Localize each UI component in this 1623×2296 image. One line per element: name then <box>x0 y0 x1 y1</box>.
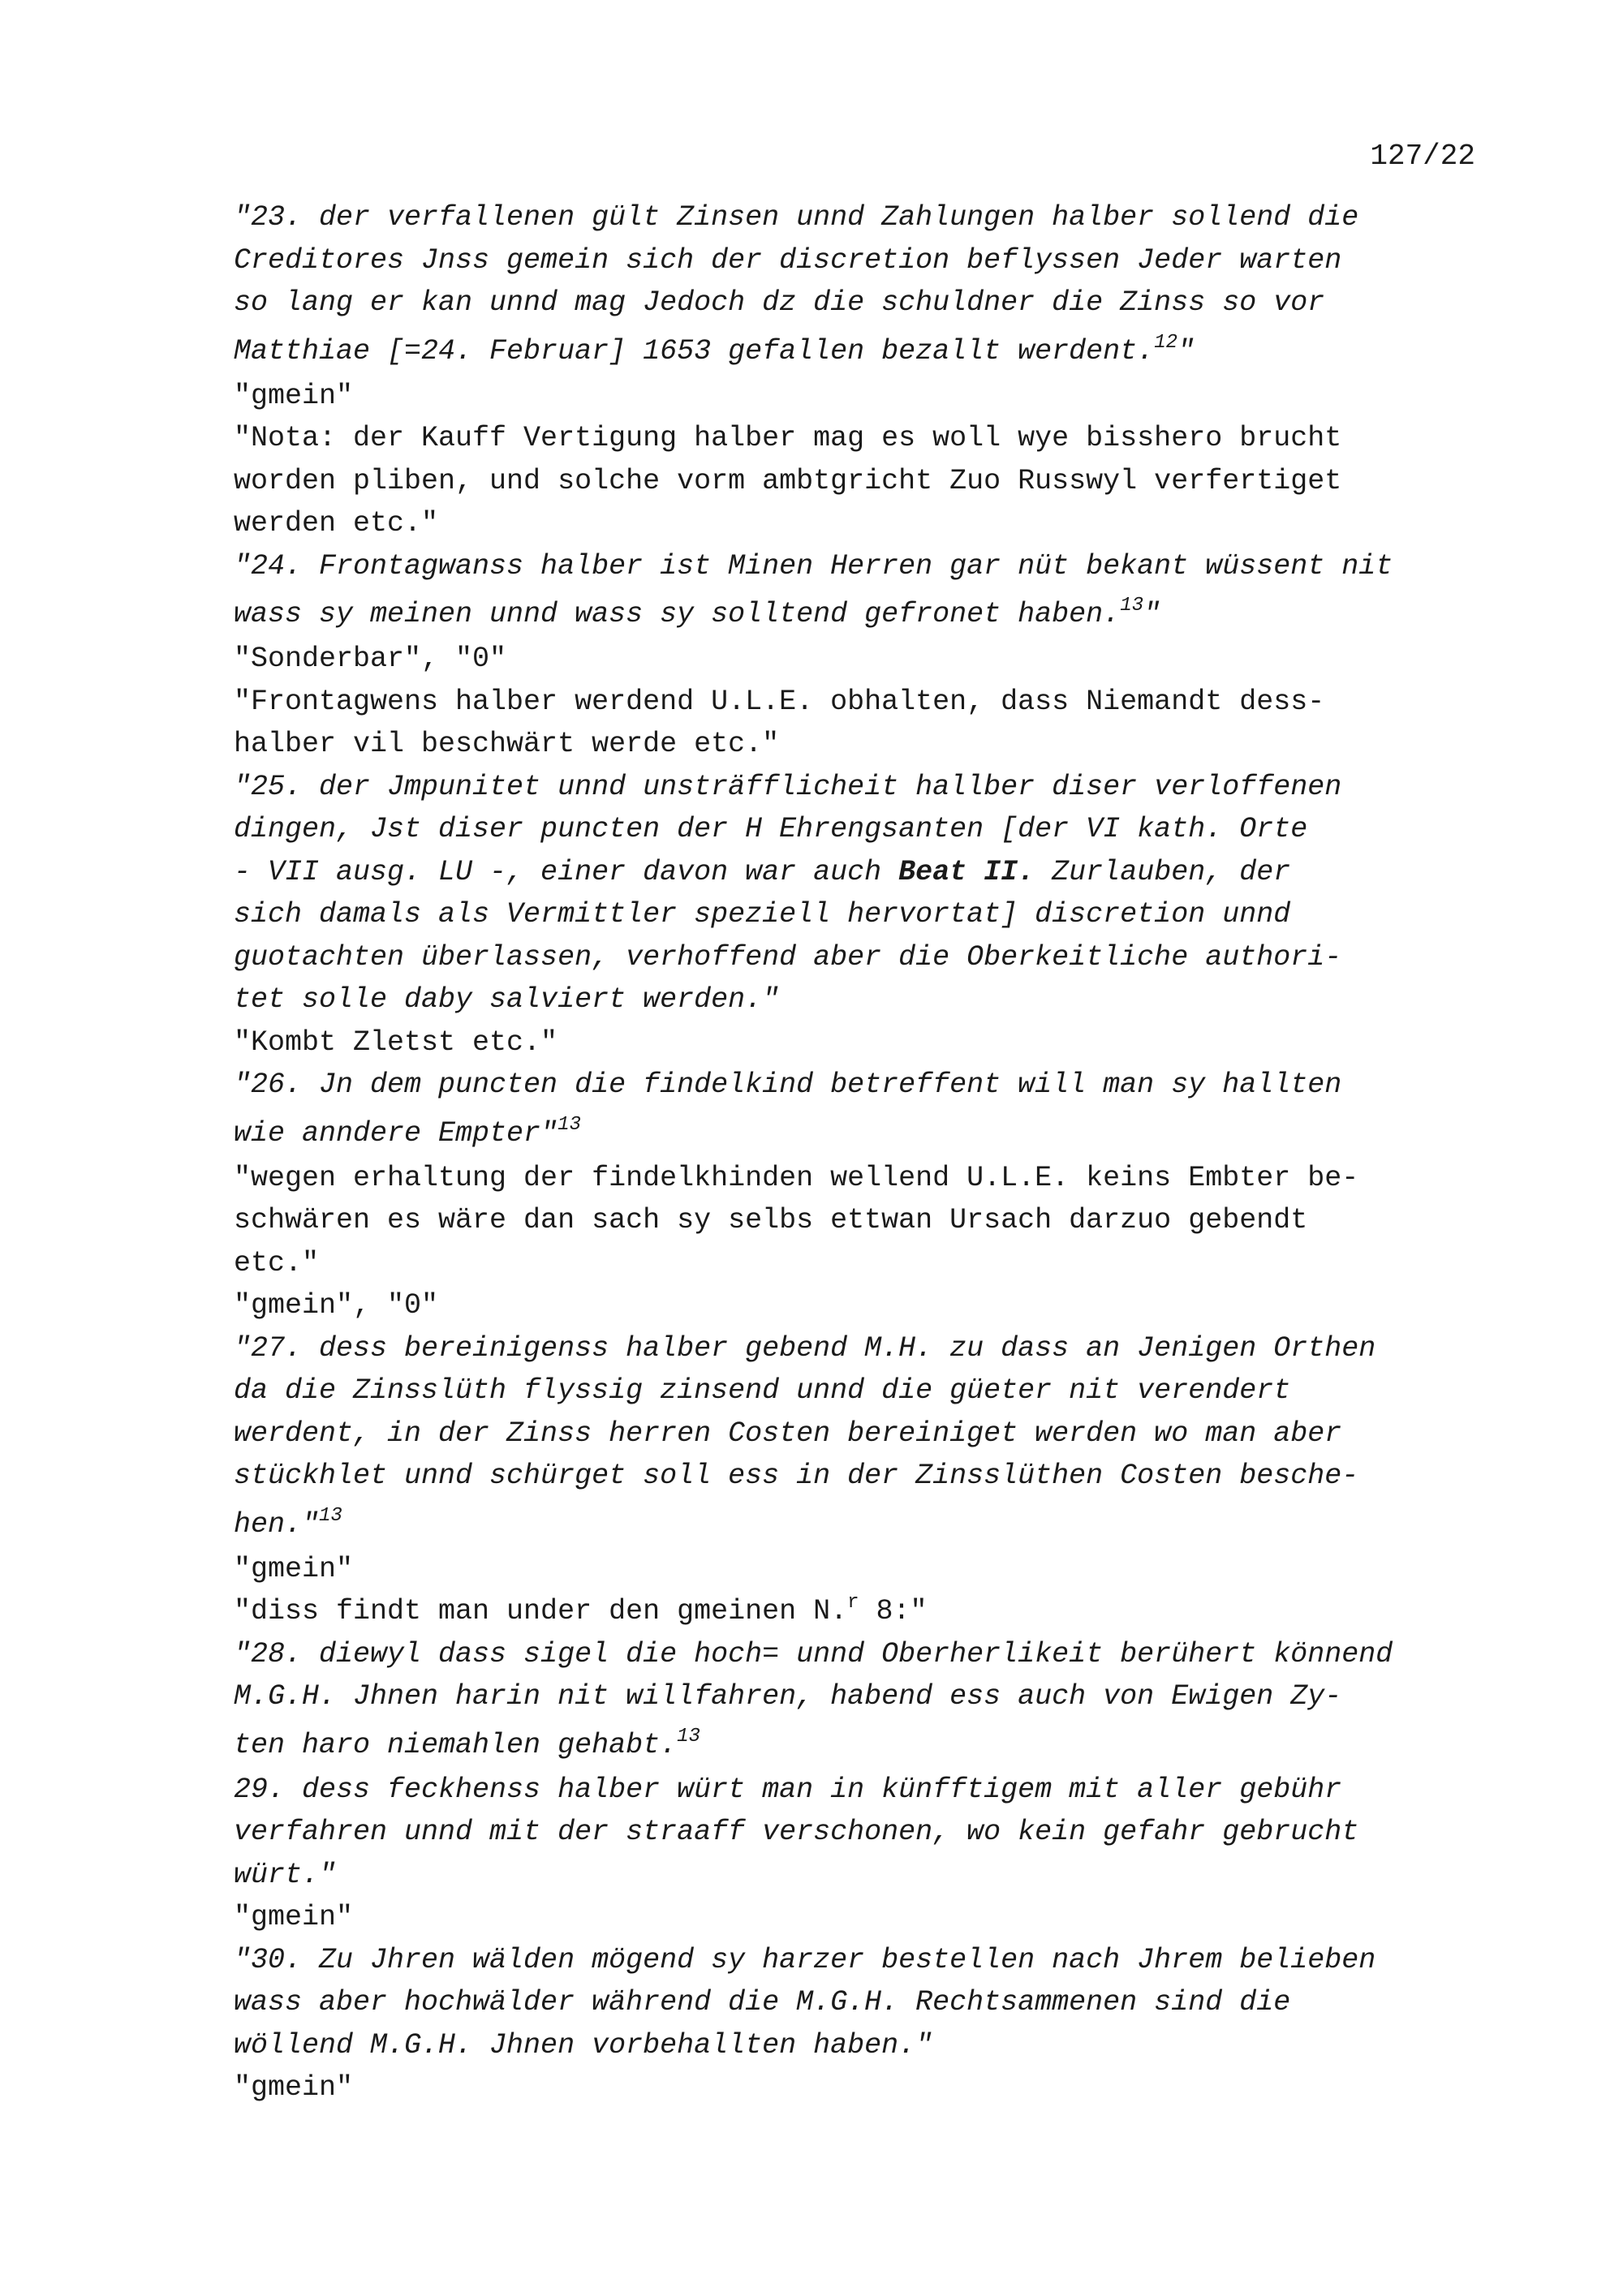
article-30 <box>234 1939 1500 2067</box>
article-25-line: tet solle daby salviert werden." <box>234 983 780 1016</box>
article-27-line: da die Zinsslüth flyssig zinsend unnd die güeter nit verendert <box>234 1374 1291 1407</box>
person-name-bold: Beat II. <box>898 855 1035 888</box>
note-line: etc." <box>234 1246 320 1279</box>
response-line: "gmein" <box>234 1552 354 1585</box>
article-25-line: "25. der Jmpunitet unnd unsträfflicheit hallber diser verloffenen <box>234 770 1342 803</box>
article-25-line: - VII ausg. LU -, einer davon war auch Beat II. Zurlauben, der <box>234 855 1291 888</box>
response-line: "Kombt Zletst etc." <box>234 1025 558 1059</box>
article-27 <box>234 1327 1500 1548</box>
note-26 <box>234 1157 1500 1285</box>
note-line: "diss findt man under den gmeinen N.$^r$ 8:" <box>234 1592 928 1627</box>
article-27-line: werdent, in der Zinss herren Costen bereiniget werden wo man aber <box>234 1417 1342 1450</box>
response-26 <box>234 1284 1500 1327</box>
response-30 <box>234 2066 1500 2109</box>
document-body <box>234 196 1500 2109</box>
article-23 <box>234 196 1500 375</box>
note-line: schwären es wäre dan sach sy selbs ettwan Ursach darzuo gebendt <box>234 1204 1308 1236</box>
response-line: "gmein" <box>234 379 354 412</box>
article-30-line: "30. Zu Jhren wälden mögend sy harzer bestellen nach Jhrem belieben <box>234 1943 1376 1976</box>
article-29 <box>234 1769 1500 1897</box>
note-line: "Nota: der Kauff Vertigung halber mag es woll wye bisshero brucht <box>234 422 1342 454</box>
article-28-line: "28. diewyl dass sigel die hoch= unnd Oberherlikeit berühert könnend <box>234 1637 1393 1670</box>
article-29-line: verfahren unnd mit der straaff verschonen, wo kein gefahr gebrucht <box>234 1816 1359 1848</box>
article-24-line: "24. Frontagwanss halber ist Minen Herren gar nüt bekant wüssent nit <box>234 549 1393 583</box>
response-line: "gmein" <box>234 1901 354 1933</box>
article-26-line: wie anndere Empter"$^{13}$ <box>234 1113 581 1150</box>
note-24 <box>234 681 1500 766</box>
article-25-line: sich damals als Vermittler speziell hervortat] discretion unnd <box>234 898 1291 931</box>
note-line: "Frontagwens halber werdend U.L.E. obhalten, dass Niemandt dess- <box>234 685 1325 718</box>
note-line: werden etc." <box>234 507 439 540</box>
article-25 <box>234 766 1500 1021</box>
article-27-line: hen."$^{13}$ <box>234 1504 342 1541</box>
article-28-line: ten haro niemahlen gehabt.$^{13}$ <box>234 1725 700 1761</box>
article-26-line: "26. Jn dem puncten die findelkind betreffent will man sy hallten <box>234 1068 1342 1101</box>
article-23-line: Matthiae [=24. Februar] 1653 gefallen bezallt werdent.$^{12}$" <box>234 331 1195 368</box>
footnote-ref: 13 <box>319 1504 342 1527</box>
footnote-ref: 13 <box>677 1725 700 1748</box>
article-27-line: stückhlet unnd schürget soll ess in der Zinsslüthen Costen besche- <box>234 1460 1359 1492</box>
article-29-line: würt." <box>234 1858 337 1891</box>
article-30-line: wöllend M.G.H. Jhnen vorbehallten haben." <box>234 2028 933 2062</box>
article-25-line: guotachten überlassen, verhoffend aber die Oberkeitliche authori- <box>234 940 1342 974</box>
note-line: worden pliben, und solche vorm ambtgricht Zuo Russwyl verfertiget <box>234 464 1342 497</box>
response-29 <box>234 1896 1500 1939</box>
article-23-line: so lang er kan unnd mag Jedoch dz die schuldner die Zinss so vor <box>234 286 1325 319</box>
response-line: "gmein" <box>234 2071 354 2104</box>
article-26 <box>234 1064 1500 1157</box>
footnote-ref: 13 <box>558 1113 581 1136</box>
response-25 <box>234 1021 1500 1064</box>
response-line: "Sonderbar", "0" <box>234 643 507 675</box>
article-29-line: 29. dess feckhenss halber würt man in künfftigem mit aller gebühr <box>234 1773 1342 1806</box>
note-line: halber vil beschwärt werde etc." <box>234 728 780 760</box>
footnote-ref: 13 <box>1120 595 1143 617</box>
page-number: 127/22 <box>1370 140 1475 173</box>
article-28 <box>234 1633 1500 1769</box>
note-27 <box>234 1590 1500 1633</box>
superscript-r: r <box>847 1592 859 1614</box>
footnote-ref: 12 <box>1154 331 1177 354</box>
article-25-line: dingen, Jst diser puncten der H Ehrengsanten [der VI kath. Orte <box>234 813 1308 845</box>
article-28-line: M.G.H. Jhnen harin nit willfahren, habend ess auch von Ewigen Zy- <box>234 1680 1342 1713</box>
article-23-line: Creditores Jnss gemein sich der discretion beflyssen Jeder warten <box>234 243 1342 277</box>
article-27-line: "27. dess bereinigenss halber gebend M.H. zu dass an Jenigen Orthen <box>234 1331 1376 1365</box>
note-23 <box>234 417 1500 545</box>
article-23-line: "23. der verfallenen gült Zinsen unnd Zahlungen halber sollend die <box>234 201 1359 234</box>
response-23 <box>234 375 1500 418</box>
note-line: "wegen erhaltung der findelkhinden wellend U.L.E. keins Embter be- <box>234 1161 1359 1194</box>
article-24-line: wass sy meinen unnd wass sy solltend gefronet haben.$^{13}$" <box>234 595 1161 630</box>
response-27 <box>234 1548 1500 1591</box>
response-line: "gmein", "0" <box>234 1289 439 1322</box>
article-24 <box>234 545 1500 638</box>
response-24 <box>234 638 1500 681</box>
article-30-line: wass aber hochwälder während die M.G.H. Rechtsammenen sind die <box>234 1986 1291 2019</box>
